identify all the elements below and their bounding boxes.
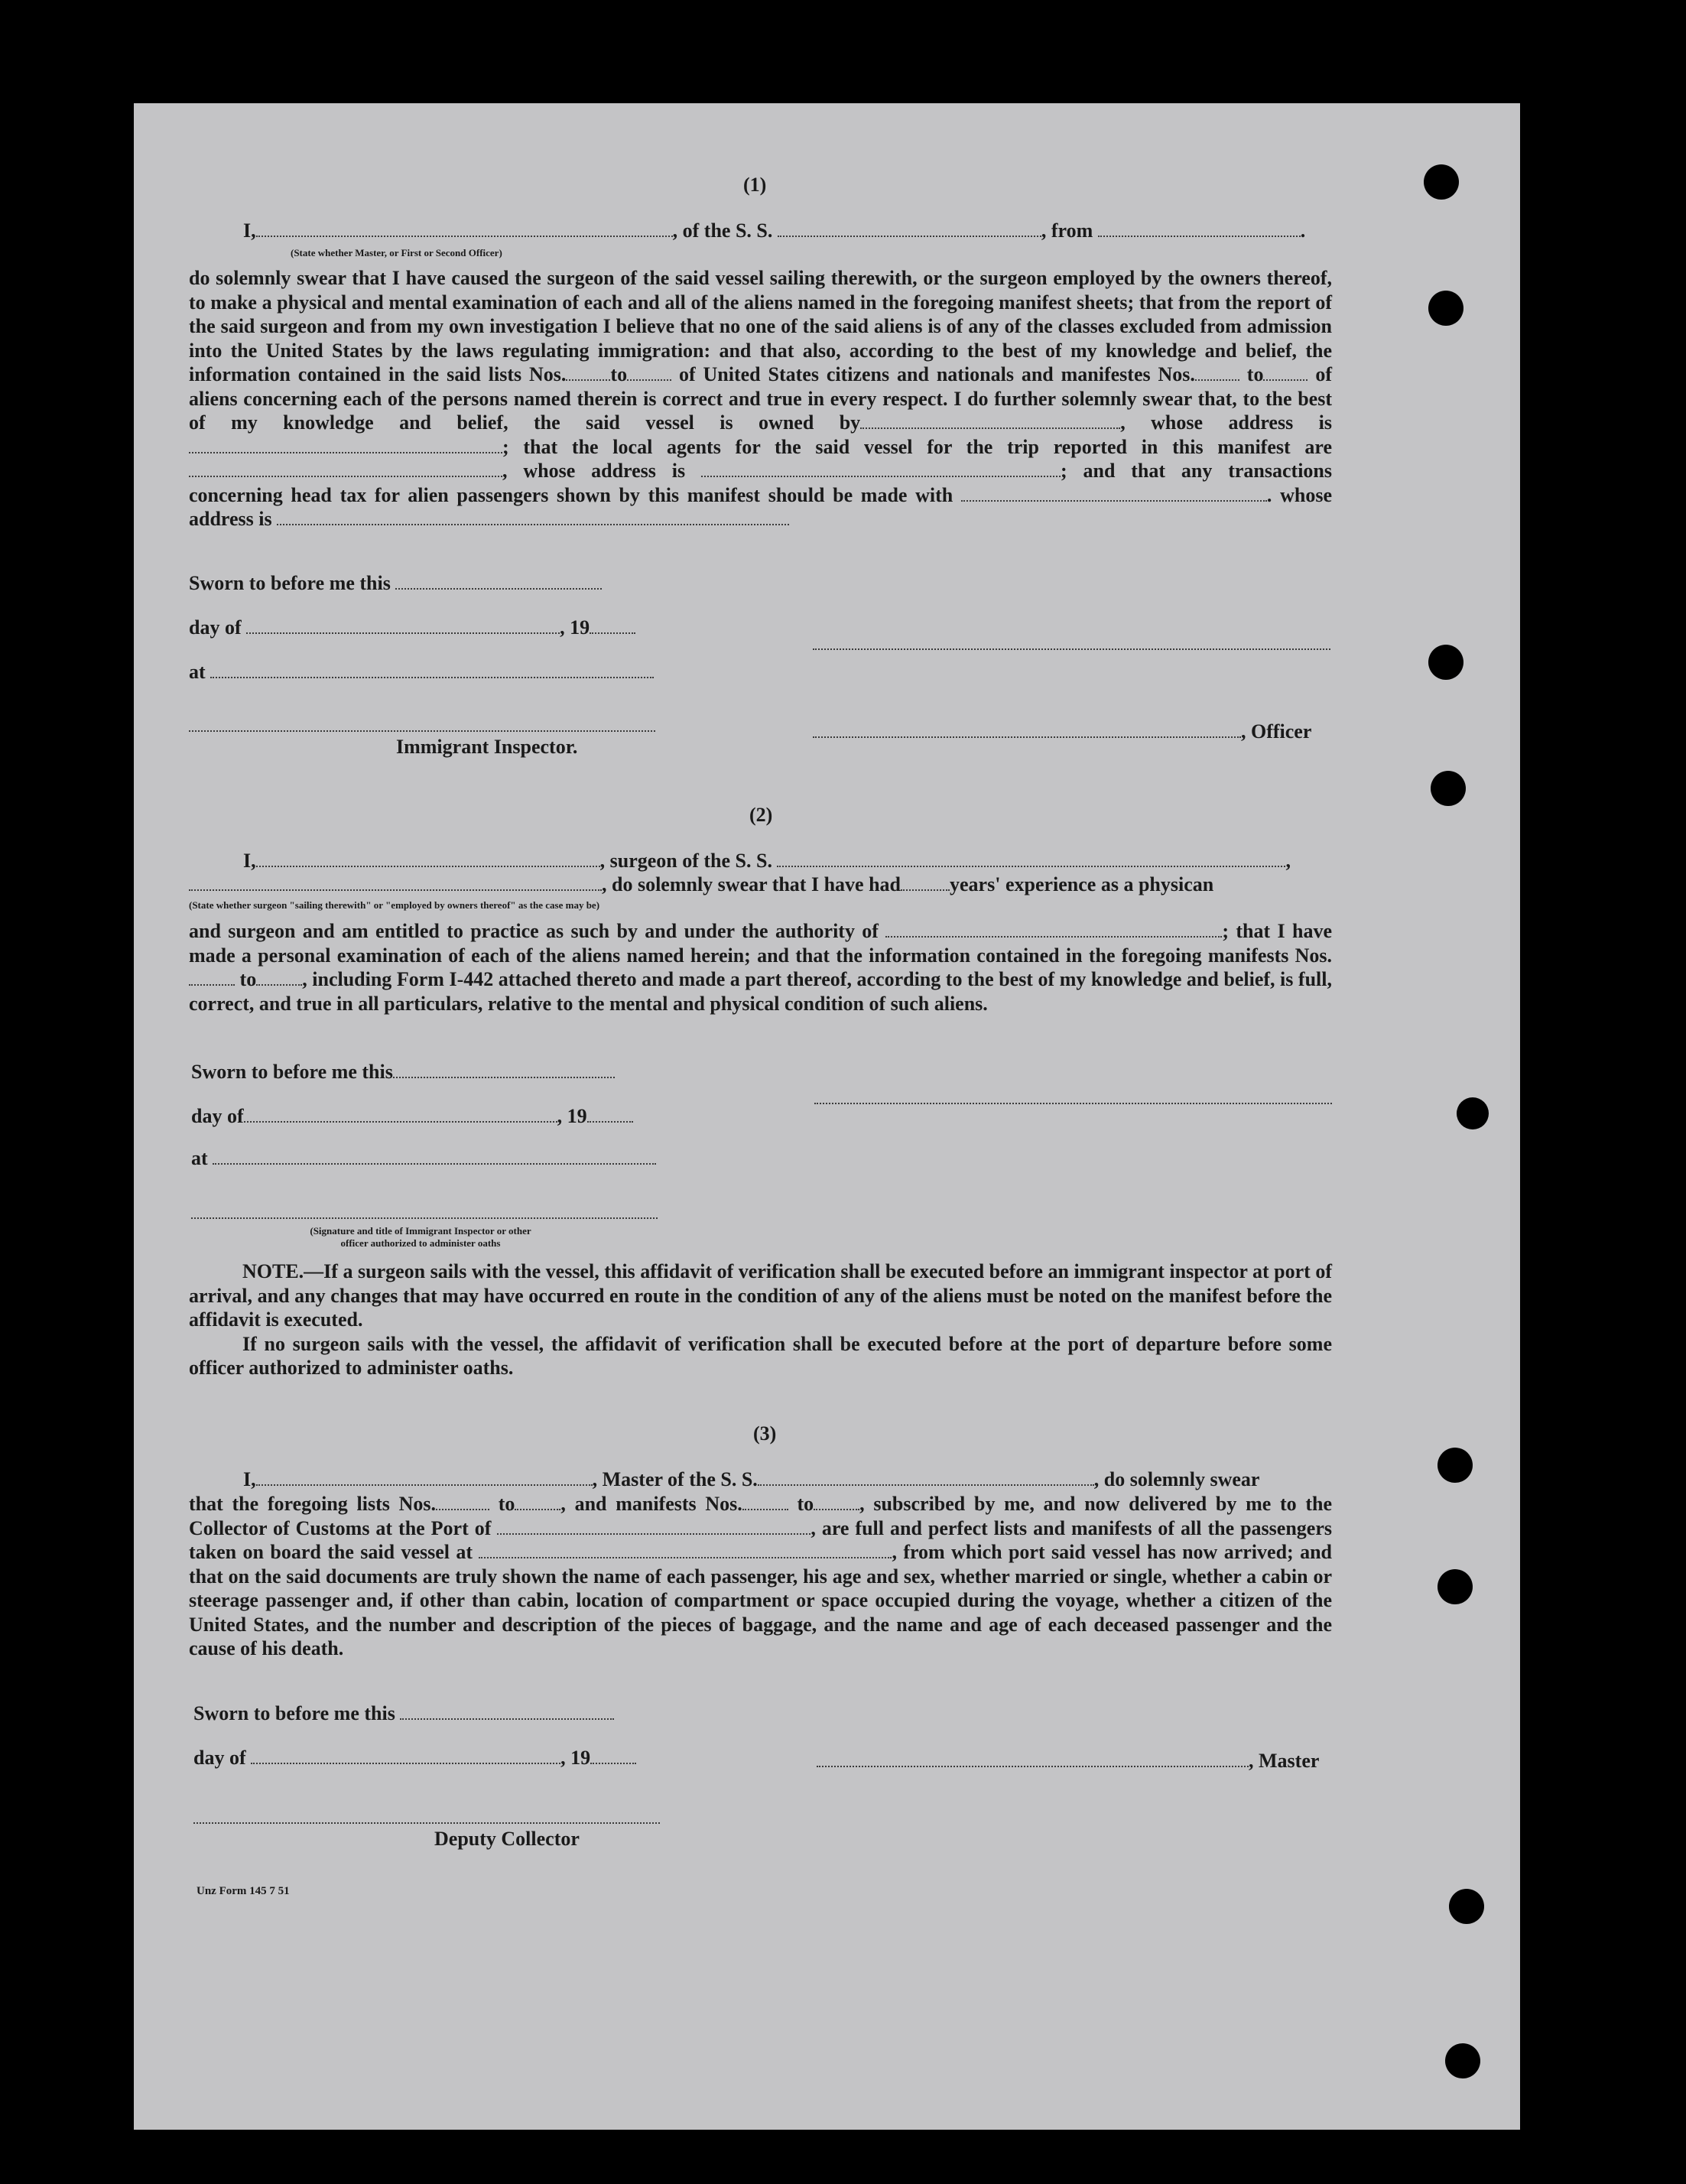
agents-field[interactable] [189, 462, 502, 477]
inspector-sig-line[interactable] [191, 1217, 658, 1219]
surgeon-vessel-field[interactable] [777, 852, 1285, 867]
section-number: (2) [749, 804, 773, 826]
punch-hole [1437, 1448, 1473, 1483]
at-line: at [189, 661, 654, 684]
month-field[interactable] [246, 619, 560, 634]
year-field[interactable] [590, 1749, 636, 1764]
officer-field[interactable] [813, 723, 1241, 738]
port-field[interactable] [497, 1519, 811, 1535]
oath-text: do solemnly swear that I have caused the surgeon of the said vessel sailing therewith, or the surgeon employed by the owners thereof, to make a physical and mental examination of each and all of the aliens named in the foregoing manifest sheets; that from the report of the said surgeon and from my own investigation I believe that no one of the said aliens is of any of the classes excluded from admission into the United States by the laws regulating immigration: and that also, according to the best of my knowledge and belief, the information contained in the said lists Nos. to of United States citizens and nationals and manifestes Nos. to of aliens concerning each of the persons named therein is correct and true in every respect. I do further solemnly swear that, to the best of my knowledge and belief, the said vessel is owned by , whose address is ; that the local agents for the said vessel for the trip reported in this manifest are , whose address is ; and that any transactions concerning head tax for alien passengers shown by this manifest should be made with . whose address is [189, 267, 1333, 530]
master-oath-text: that the foregoing lists Nos. to , and manifests Nos. to , subscribed by me, and now delivered by me to the Collector of Customs at the Port of , are full and perfect lists and manifests of all the passengers taken on board the said vessel at , from which port said vessel has now arrived; and that on the said documents are truly shown the name of each passenger, his age and sex, whether married or single, whether a cabin or steerage passenger and, if other than cabin, location of compartment or space occupied during the voyage, whether a citizen of the United States, and the number and description of the pieces of baggage, and the name and age of each deceased passenger and the cause of his death. [189, 1493, 1333, 1659]
vessel-field[interactable] [778, 222, 1041, 237]
from-field[interactable] [1098, 222, 1301, 237]
manifests-to-field[interactable] [1263, 366, 1308, 381]
surgeon-oath-text: and surgeon and am entitled to practice as such by and under the authority of ; that I have made a personal examination of each of the aliens named herein; and that the information contained in the foregoing manifests Nos. to , including Form I-442 attached thereto and made a part thereof, according to the best of my knowledge and belief, is full, correct, and true in all particulars, relative to the mental and physical condition of such aliens. [189, 920, 1333, 1015]
lists-to-field[interactable] [627, 366, 671, 381]
surgeon-manifests-to[interactable] [256, 970, 302, 986]
punch-hole [1424, 164, 1459, 200]
surgeon-line-1: I, , surgeon of the S. S. , [243, 850, 1291, 872]
officer-line: , Officer [813, 720, 1311, 743]
signature-line[interactable] [813, 648, 1330, 650]
surgeon-name-field[interactable] [256, 852, 600, 867]
punch-hole [1428, 645, 1463, 680]
note-text: NOTE.—If a surgeon sails with the vessel, this affidavit of verification shall be executed before an immigrant inspector at port of arrival, and any changes that may have occurred en route in the condition of any of the aliens must be noted on the manifest before the affidavit is executed. If no surgeon sails with the vessel, the affidavit of verification shall be executed before at the port of departure before some officer authorized to administer oaths. [189, 1260, 1332, 1379]
day-line: day of , 19 [189, 616, 635, 639]
master-manifests-to[interactable] [814, 1495, 859, 1510]
field-hint: (State whether Master, or First or Second Officer) [291, 247, 502, 258]
field-hint: (State whether surgeon "sailing therewith" or "employed by owners thereof" as the case may be) [189, 899, 600, 911]
day-line: day of , 19 [193, 1747, 636, 1770]
master-lists-to[interactable] [515, 1495, 560, 1510]
punch-hole [1449, 1889, 1484, 1924]
surgeon-line-2: , do solemnly swear that I have had years' experience as a physican [189, 873, 1213, 896]
place-field[interactable] [210, 663, 654, 678]
master-lists-from[interactable] [436, 1495, 489, 1510]
punch-hole [1437, 1569, 1473, 1604]
inspector-sig-line[interactable] [189, 730, 655, 732]
section-number: (3) [753, 1422, 777, 1445]
sworn-line: Sworn to before me this [191, 1061, 615, 1084]
head-tax-address-field[interactable] [277, 510, 789, 525]
sworn-day-field[interactable] [400, 1705, 614, 1720]
owner-field[interactable] [860, 414, 1120, 429]
name-field[interactable] [256, 222, 673, 237]
place-field[interactable] [213, 1149, 656, 1165]
master-sign-line: , Master [817, 1750, 1319, 1773]
master-name-field[interactable] [256, 1471, 593, 1486]
at-line: at [191, 1147, 656, 1170]
section-number: (1) [743, 174, 767, 196]
owner-address-field[interactable] [189, 438, 502, 453]
lists-from-field[interactable] [566, 366, 610, 381]
years-field[interactable] [901, 876, 950, 891]
punch-hole [1431, 771, 1466, 806]
oath-line-1: I, , of the S. S. , from . [243, 219, 1306, 242]
surgeon-manifests-from[interactable] [189, 970, 235, 986]
manifests-from-field[interactable] [1195, 366, 1239, 381]
inspector-label: Immigrant Inspector. [396, 736, 578, 758]
year-field[interactable] [590, 619, 635, 634]
master-vessel-field[interactable] [758, 1471, 1094, 1486]
signature-hint: (Signature and title of Immigrant Inspector or other officer authorized to administer oaths [310, 1225, 531, 1249]
sworn-line: Sworn to before me this [189, 572, 602, 595]
month-field[interactable] [251, 1749, 560, 1764]
head-tax-field[interactable] [961, 486, 1267, 502]
month-field[interactable] [244, 1107, 557, 1123]
signature-line[interactable] [814, 1103, 1332, 1104]
year-field[interactable] [587, 1107, 633, 1123]
master-line-1: I, , Master of the S. S. , do solemnly swear [243, 1468, 1260, 1490]
master-signature-field[interactable] [817, 1752, 1249, 1767]
collector-sig-line[interactable] [193, 1822, 660, 1824]
surgeon-status-field[interactable] [189, 876, 602, 891]
sworn-day-field[interactable] [395, 574, 602, 590]
master-manifests-from[interactable] [742, 1495, 788, 1510]
collector-label: Deputy Collector [434, 1828, 580, 1850]
sworn-day-field[interactable] [393, 1063, 615, 1078]
sworn-line: Sworn to before me this [193, 1702, 614, 1725]
punch-hole [1457, 1097, 1489, 1129]
day-line: day of , 19 [191, 1105, 633, 1128]
punch-hole [1428, 291, 1463, 326]
form-number: Unz Form 145 7 51 [197, 1885, 290, 1897]
agents-address-field[interactable] [701, 462, 1061, 477]
authority-field[interactable] [885, 922, 1222, 938]
punch-hole [1445, 2043, 1480, 2078]
boarding-port-field[interactable] [479, 1543, 892, 1558]
